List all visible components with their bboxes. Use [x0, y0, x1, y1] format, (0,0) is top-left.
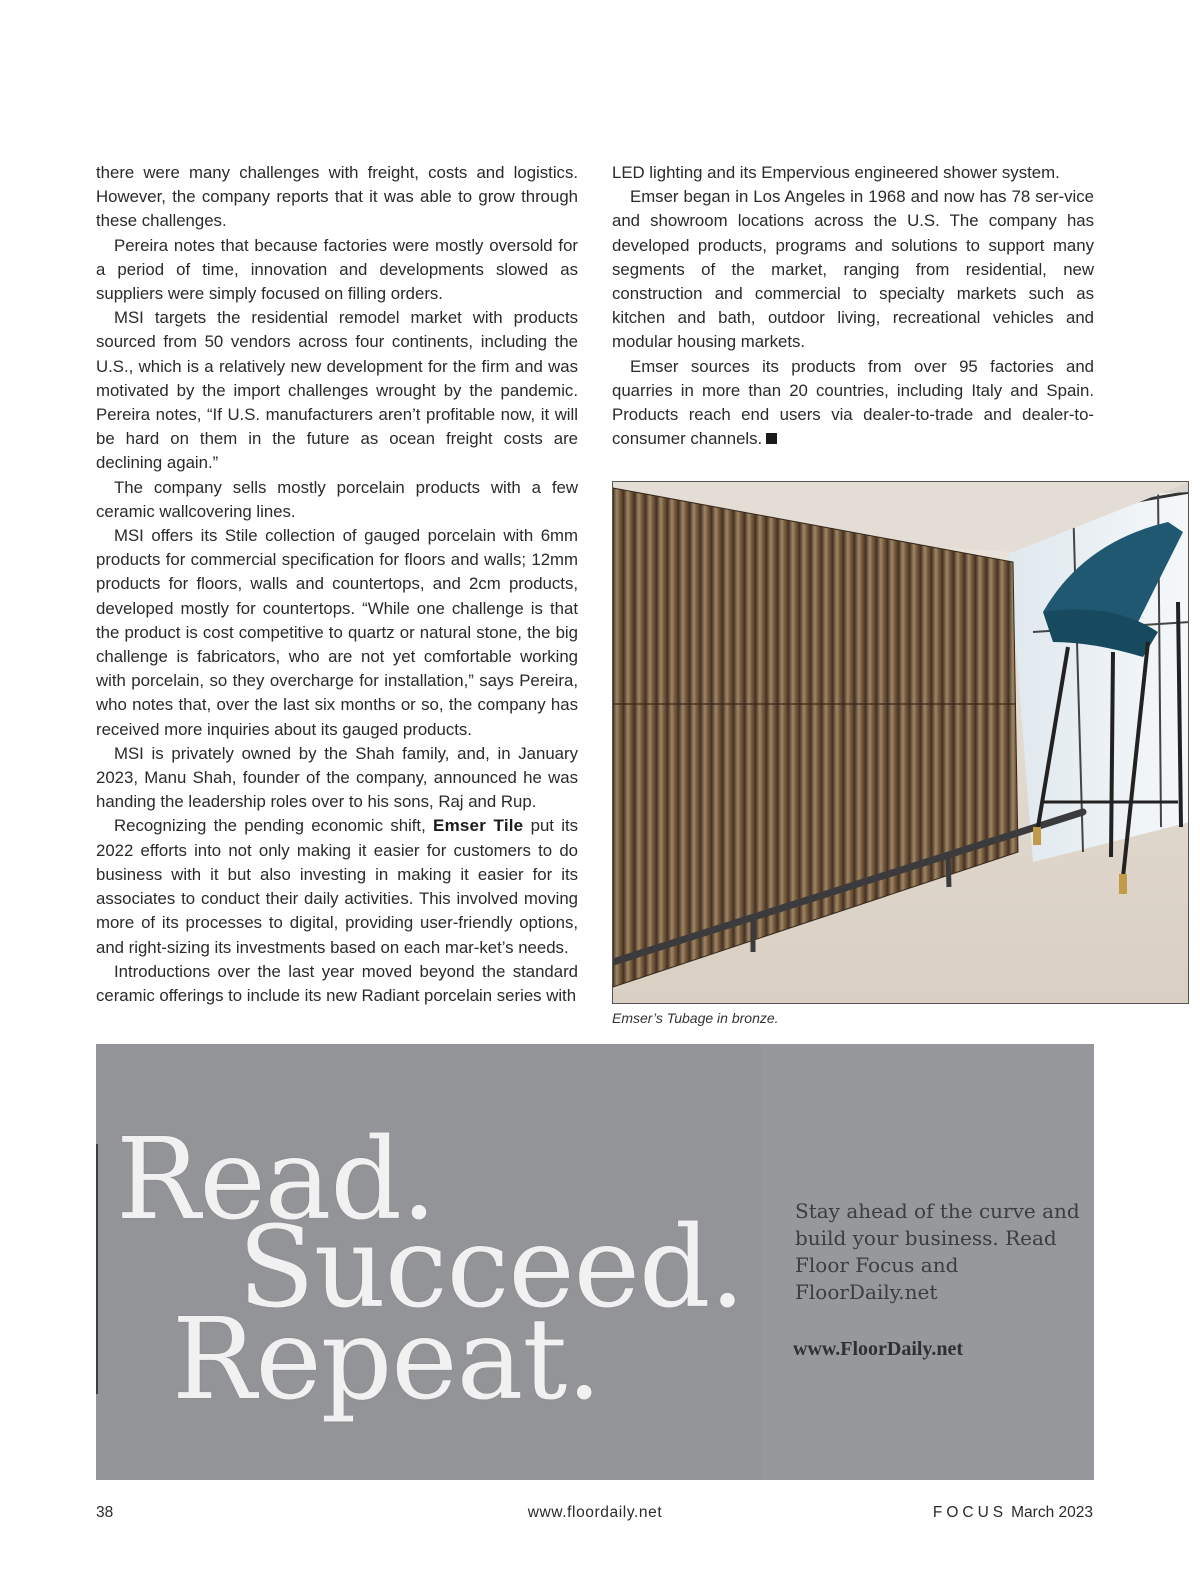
- footer-website[interactable]: www.floordaily.net: [527, 1504, 663, 1521]
- article-paragraph: Pereira notes that because factories were mostly oversold for a period of time, innovation and developments slowed as suppliers were simply focused on filling orders.: [96, 235, 578, 304]
- magazine-name: FOCUS: [932, 1504, 1008, 1521]
- product-photo: [612, 481, 1189, 1004]
- emser-para-body: put its 2022 efforts into not only making it easier for customers to do business with it but also investing in making it easier for its associates to conduct their daily activities. This involved moving more of its processes to digital, providing user-friendly options, and right-sizing its investments based on each mar-ket’s needs.: [96, 816, 579, 957]
- article-paragraph: MSI targets the residential remodel market with products sourced from 50 vendors across four continents, including the U.S., which is a relatively new development for the firm and was motivated by the import challenges wrought by the pandemic. Pereira notes, “If U.S. manufacturers aren’t profitable now, it will be hard on them in the future as ocean freight costs are declining again.”: [96, 308, 578, 473]
- page-number: 38: [96, 1504, 114, 1521]
- article-paragraph: LED lighting and its Empervious engineered shower system.: [612, 163, 1060, 182]
- ad-divider-bar: [96, 1144, 98, 1394]
- house-advertisement: [96, 1044, 1094, 1480]
- ad-website-link[interactable]: www.FloorDaily.net: [793, 1338, 963, 1360]
- photo-caption: Emser’s Tubage in bronze.: [612, 1010, 779, 1026]
- article-paragraph: MSI offers its Stile collection of gauged porcelain with 6mm products for commercial specification for floors and walls; 12mm products for floors, walls and countertops, and 2cm products, developed mostly for countertops. “While one challenge is that the product is cost competitive to quartz or natural stone, the big challenge is fabricators, who are not yet comfortable working with porcelain, so they overcharge for installation,” says Pereira, who notes that, over the last six months or so, the company has received more inquiries about its gauged products.: [96, 526, 578, 739]
- ad-headline-repeat: Repeat.: [172, 1295, 601, 1425]
- article-paragraph: Introductions over the last year moved beyond the standard ceramic offerings to include its new Radiant porcelain series with: [96, 961, 578, 1005]
- tubage-bronze-illustration: [613, 482, 1189, 1004]
- article-right-column: [612, 161, 1094, 451]
- footer-publication: [933, 1504, 1093, 1522]
- ad-tagline: Stay ahead of the curve and build your business. Read Floor Focus and FloorDaily.net: [795, 1199, 1080, 1304]
- article-left-column: [96, 161, 578, 1008]
- article-paragraph-emser: [96, 814, 578, 959]
- issue-date: March 2023: [1011, 1504, 1093, 1521]
- article-paragraph-final: [612, 355, 1094, 452]
- final-paragraph-text: Emser sources its products from over 95 factories and quarries in more than 20 countries, including Italy and Spain. Products reach end users via dealer-to-trade and dealer-to-consumer channels.: [612, 356, 1094, 449]
- ad-headline-read: Read.: [116, 1115, 436, 1245]
- ad-headline-succeed: Succeed.: [238, 1203, 745, 1333]
- emser-para-lead: Recognizing the pending economic shift,: [114, 816, 434, 836]
- company-name-emser: Emser Tile: [433, 816, 524, 836]
- article-paragraph: The company sells mostly porcelain products with a few ceramic wallcovering lines.: [96, 477, 578, 521]
- article-paragraph: there were many challenges with freight, costs and logistics. However, the company reports that it was able to grow through these challenges.: [96, 163, 578, 231]
- article-paragraph: Emser began in Los Angeles in 1968 and now has 78 ser-vice and showroom locations across the U.S. The company has developed products, programs and solutions to support many segments of the market, ranging from residential, new construction and commercial to specialty markets such as kitchen and bath, outdoor living, recreational vehicles and modular housing markets.: [612, 187, 1094, 352]
- article-paragraph: MSI is privately owned by the Shah family, and, in January 2023, Manu Shah, founder of the company, announced he was handing the leadership roles over to his sons, Raj and Rup.: [96, 743, 578, 812]
- end-of-article-mark: [766, 433, 777, 444]
